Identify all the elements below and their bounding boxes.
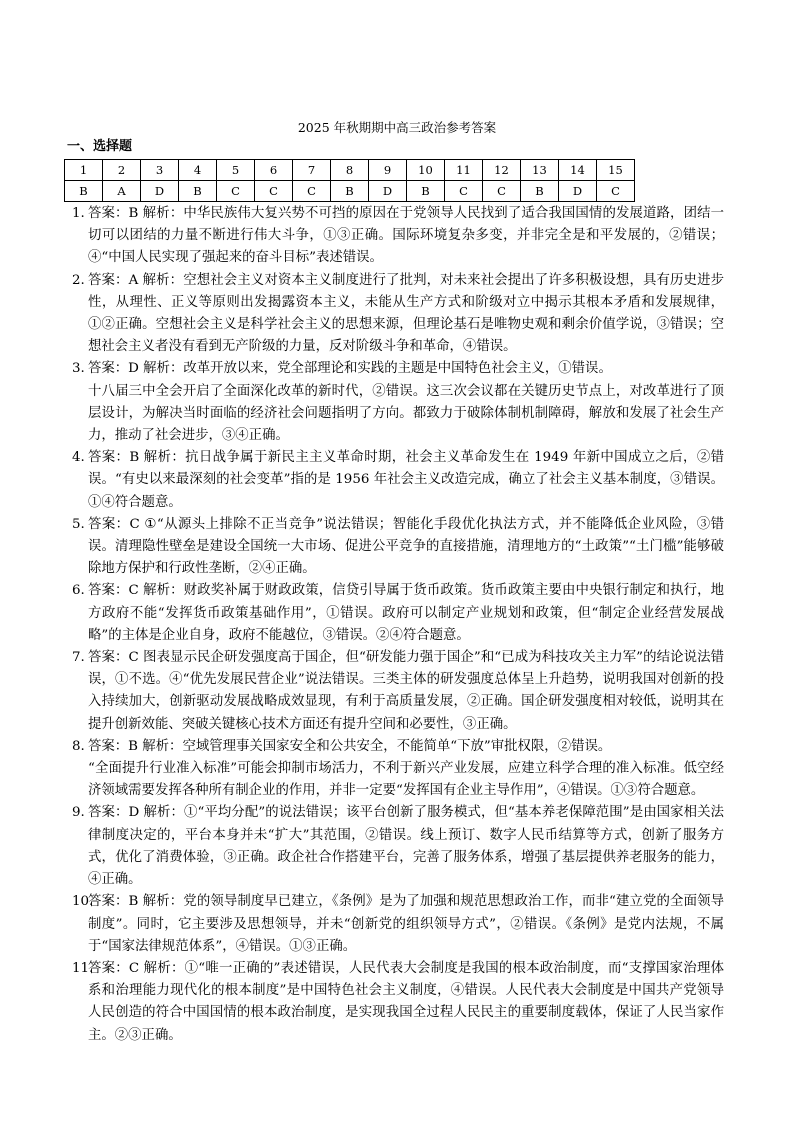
answer-item — [72, 514, 724, 581]
answer-item-text: 答案：B 解析：抗日战争属于新民主主义革命时期，社会主义革命发生在 1949 年新中国成立之后，②错误。“有史以来最深刻的社会变革”指的是 1956 年社会主义改造完成，确立了社会主义基本制度，③错误。①④符合题意。 — [88, 450, 724, 510]
question-number-cell: 15 — [597, 160, 635, 181]
answer-item-text: 答案：A 解析：空想社会主义对资本主义制度进行了批判，对未来社会提出了许多积极设想，具有历史进步性，从理性、正义等原则出发揭露资本主义，未能从生产方式和阶级对立中揭示其根本矛盾和发展规律，①②正确。空想社会主义是科学社会主义的思想来源，但理论基石是唯物史观和剩余价值学说，③错误；空想社会主义者没有看到无产阶级的力量，反对阶级斗争和革命，④错误。 — [88, 272, 724, 355]
answer-cell: C — [597, 181, 635, 202]
answer-cell: B — [331, 181, 369, 202]
answer-cell: D — [369, 181, 407, 202]
answer-item-text: 答案：B 解析：中华民族伟大复兴势不可挡的原因在于党领导人民找到了适合我国国情的发展道路，团结一切可以团结的力量不断进行伟大斗争，①③正确。国际环境复杂多变，并非完全是和平发展的，②错误；④“中国人民实现了强起来的奋斗目标”表述错误。 — [88, 206, 724, 266]
answer-item — [72, 736, 724, 803]
answer-item-number: 7. — [72, 650, 85, 666]
answer-item-text: 答案：C 解析：财政奖补属于财政政策，信贷引导属于货币政策。货币政策主要由中央银行制定和执行，地方政府不能“发挥货币政策基础作用”，①错误。政府可以制定产业规划和政策，但“制定企业经营发展战略”的主体是企业自身，政府不能越位，③错误。②④符合题意。 — [88, 583, 724, 643]
answer-item-text: 答案：C 解析：①“唯一正确的”表述错误，人民代表大会制度是我国的根本政治制度，而“支撑国家治理体系和治理能力现代化的根本制度”是中国特色社会主义制度，④错误。人民代表大会制度是中国共产党领导人民创造的符合中国国情的根本政治制度，是实现我国全过程人民民主的重要制度载体，保证了人民当家作主。②③正确。 — [88, 960, 724, 1043]
answer-item-text: 答案：C ①“从源头上排除不正当竞争”说法错误；智能化手段优化执法方式，并不能降低企业风险，③错误。清理隐性壁垒是建设全国统一大市场、促进公平竞争的直接措施，清理地方的“土政策”“土门槛”能够破除地方保护和行政性垄断，②④正确。 — [88, 516, 724, 577]
answer-item-text: 答案：B 解析：党的领导制度早已建立，《条例》是为了加强和规范思想政治工作，而非“建立党的全面领导制度”。同时，它主要涉及思想领导，并未“创新党的组织领导方式”，②错误。《条例》是党内法规，不属于“国家法律规范体系”，④错误。①③正确。 — [88, 894, 724, 954]
answer-item-number: 3. — [72, 361, 85, 377]
answer-item-number: 6. — [72, 583, 85, 599]
question-number-cell: 6 — [255, 160, 293, 181]
answer-item — [72, 958, 724, 1047]
answer-item-number: 1. — [72, 206, 85, 221]
answer-cell: B — [65, 181, 103, 202]
answer-item-continuation: “全面提升行业准入标准”可能会抑制市场活力，不利于新兴产业发展，应建立科学合理的准入标准。低空经济领域需要发挥各种所有制企业的作用，并非一定要“发挥国有企业主导作用”，④错误。①③符合题意。 — [88, 761, 724, 799]
answer-item — [72, 447, 724, 514]
answer-item-text: 答案：C 图表显示民企研发强度高于国企，但“研发能力强于国企”和“已成为科技攻关主力军”的结论说法错误，①不选。④“优先发展民营企业”说法错误。三类主体的研发强度总体呈上升趋势，说明我国对创新的投入持续加大，创新驱动发展战略成效显现，有利于高质量发展，②正确。国企研发强度相对较低，说明其在提升创新效能、突破关键核心技术方面还有提升空间和必要性，③正确。 — [88, 650, 724, 732]
question-number-cell: 13 — [521, 160, 559, 181]
question-number-cell: 11 — [445, 160, 483, 181]
question-number-cell: 3 — [141, 160, 179, 181]
answer-table-answer-row — [65, 181, 635, 202]
answer-item-text: 答案：B 解析：空域管理事关国家安全和公共安全，不能简单“下放”审批权限，②错误。 — [88, 738, 612, 754]
question-number-cell: 9 — [369, 160, 407, 181]
answer-cell: C — [445, 181, 483, 202]
question-number-cell: 4 — [179, 160, 217, 181]
question-number-cell: 2 — [103, 160, 141, 181]
answer-item-number: 5. — [72, 516, 85, 532]
answer-item-text: 答案：D 解析：①“平均分配”的说法错误；该平台创新了服务模式，但“基本养老保障范围”是由国家相关法律制度决定的，平台本身并未“扩大”其范围，②错误。线上预订、数字人民币结算等方式，创新了服务方式，优化了消费体验，③正确。政企社合作搭建平台，完善了服务体系，增强了基层提供养老服务的能力，④正确。 — [88, 805, 724, 888]
question-number-cell: 8 — [331, 160, 369, 181]
answer-item — [72, 358, 724, 447]
answer-item — [72, 203, 724, 270]
answer-item — [72, 891, 724, 958]
question-number-cell: 1 — [65, 160, 103, 181]
answer-cell: B — [179, 181, 217, 202]
question-number-cell: 5 — [217, 160, 255, 181]
question-number-cell: 10 — [407, 160, 445, 181]
answer-cell: D — [559, 181, 597, 202]
question-number-cell: 12 — [483, 160, 521, 181]
answer-cell: B — [521, 181, 559, 202]
answer-cell: C — [293, 181, 331, 202]
question-number-cell: 14 — [559, 160, 597, 181]
answer-item-number: 11. — [72, 960, 94, 976]
answer-item — [72, 270, 724, 359]
question-number-cell: 7 — [293, 160, 331, 181]
answer-item-number: 2. — [72, 272, 85, 288]
answer-explanations — [72, 203, 724, 1047]
answer-table — [64, 159, 635, 202]
answer-item-number: 9. — [72, 805, 85, 821]
page-title: 2025 年秋期期中高三政治参考答案 — [297, 120, 497, 135]
answer-item-number: 10. — [72, 894, 94, 910]
answer-item-number: 8. — [72, 738, 85, 754]
section-heading: 一、选择题 — [67, 139, 133, 154]
answer-cell: D — [141, 181, 179, 202]
answer-cell: C — [255, 181, 293, 202]
answer-item — [72, 802, 724, 891]
answer-item-number: 4. — [72, 450, 85, 466]
answer-cell: C — [483, 181, 521, 202]
answer-cell: C — [217, 181, 255, 202]
answer-cell: B — [407, 181, 445, 202]
answer-table-number-row — [65, 160, 635, 181]
answer-cell: A — [103, 181, 141, 202]
answer-item — [72, 580, 724, 647]
answer-item-continuation: 十八届三中全会开启了全面深化改革的新时代，②错误。这三次会议都在关键历史节点上，对改革进行了顶层设计，为解决当时面临的经济社会问题指明了方向。都致力于破除体制机制障碍，解放和发展了社会生产力，推动了社会进步，③④正确。 — [88, 383, 724, 444]
answer-item-text: 答案：D 解析：改革开放以来，党全部理论和实践的主题是中国特色社会主义，①错误。 — [88, 361, 612, 377]
answer-item — [72, 647, 724, 736]
